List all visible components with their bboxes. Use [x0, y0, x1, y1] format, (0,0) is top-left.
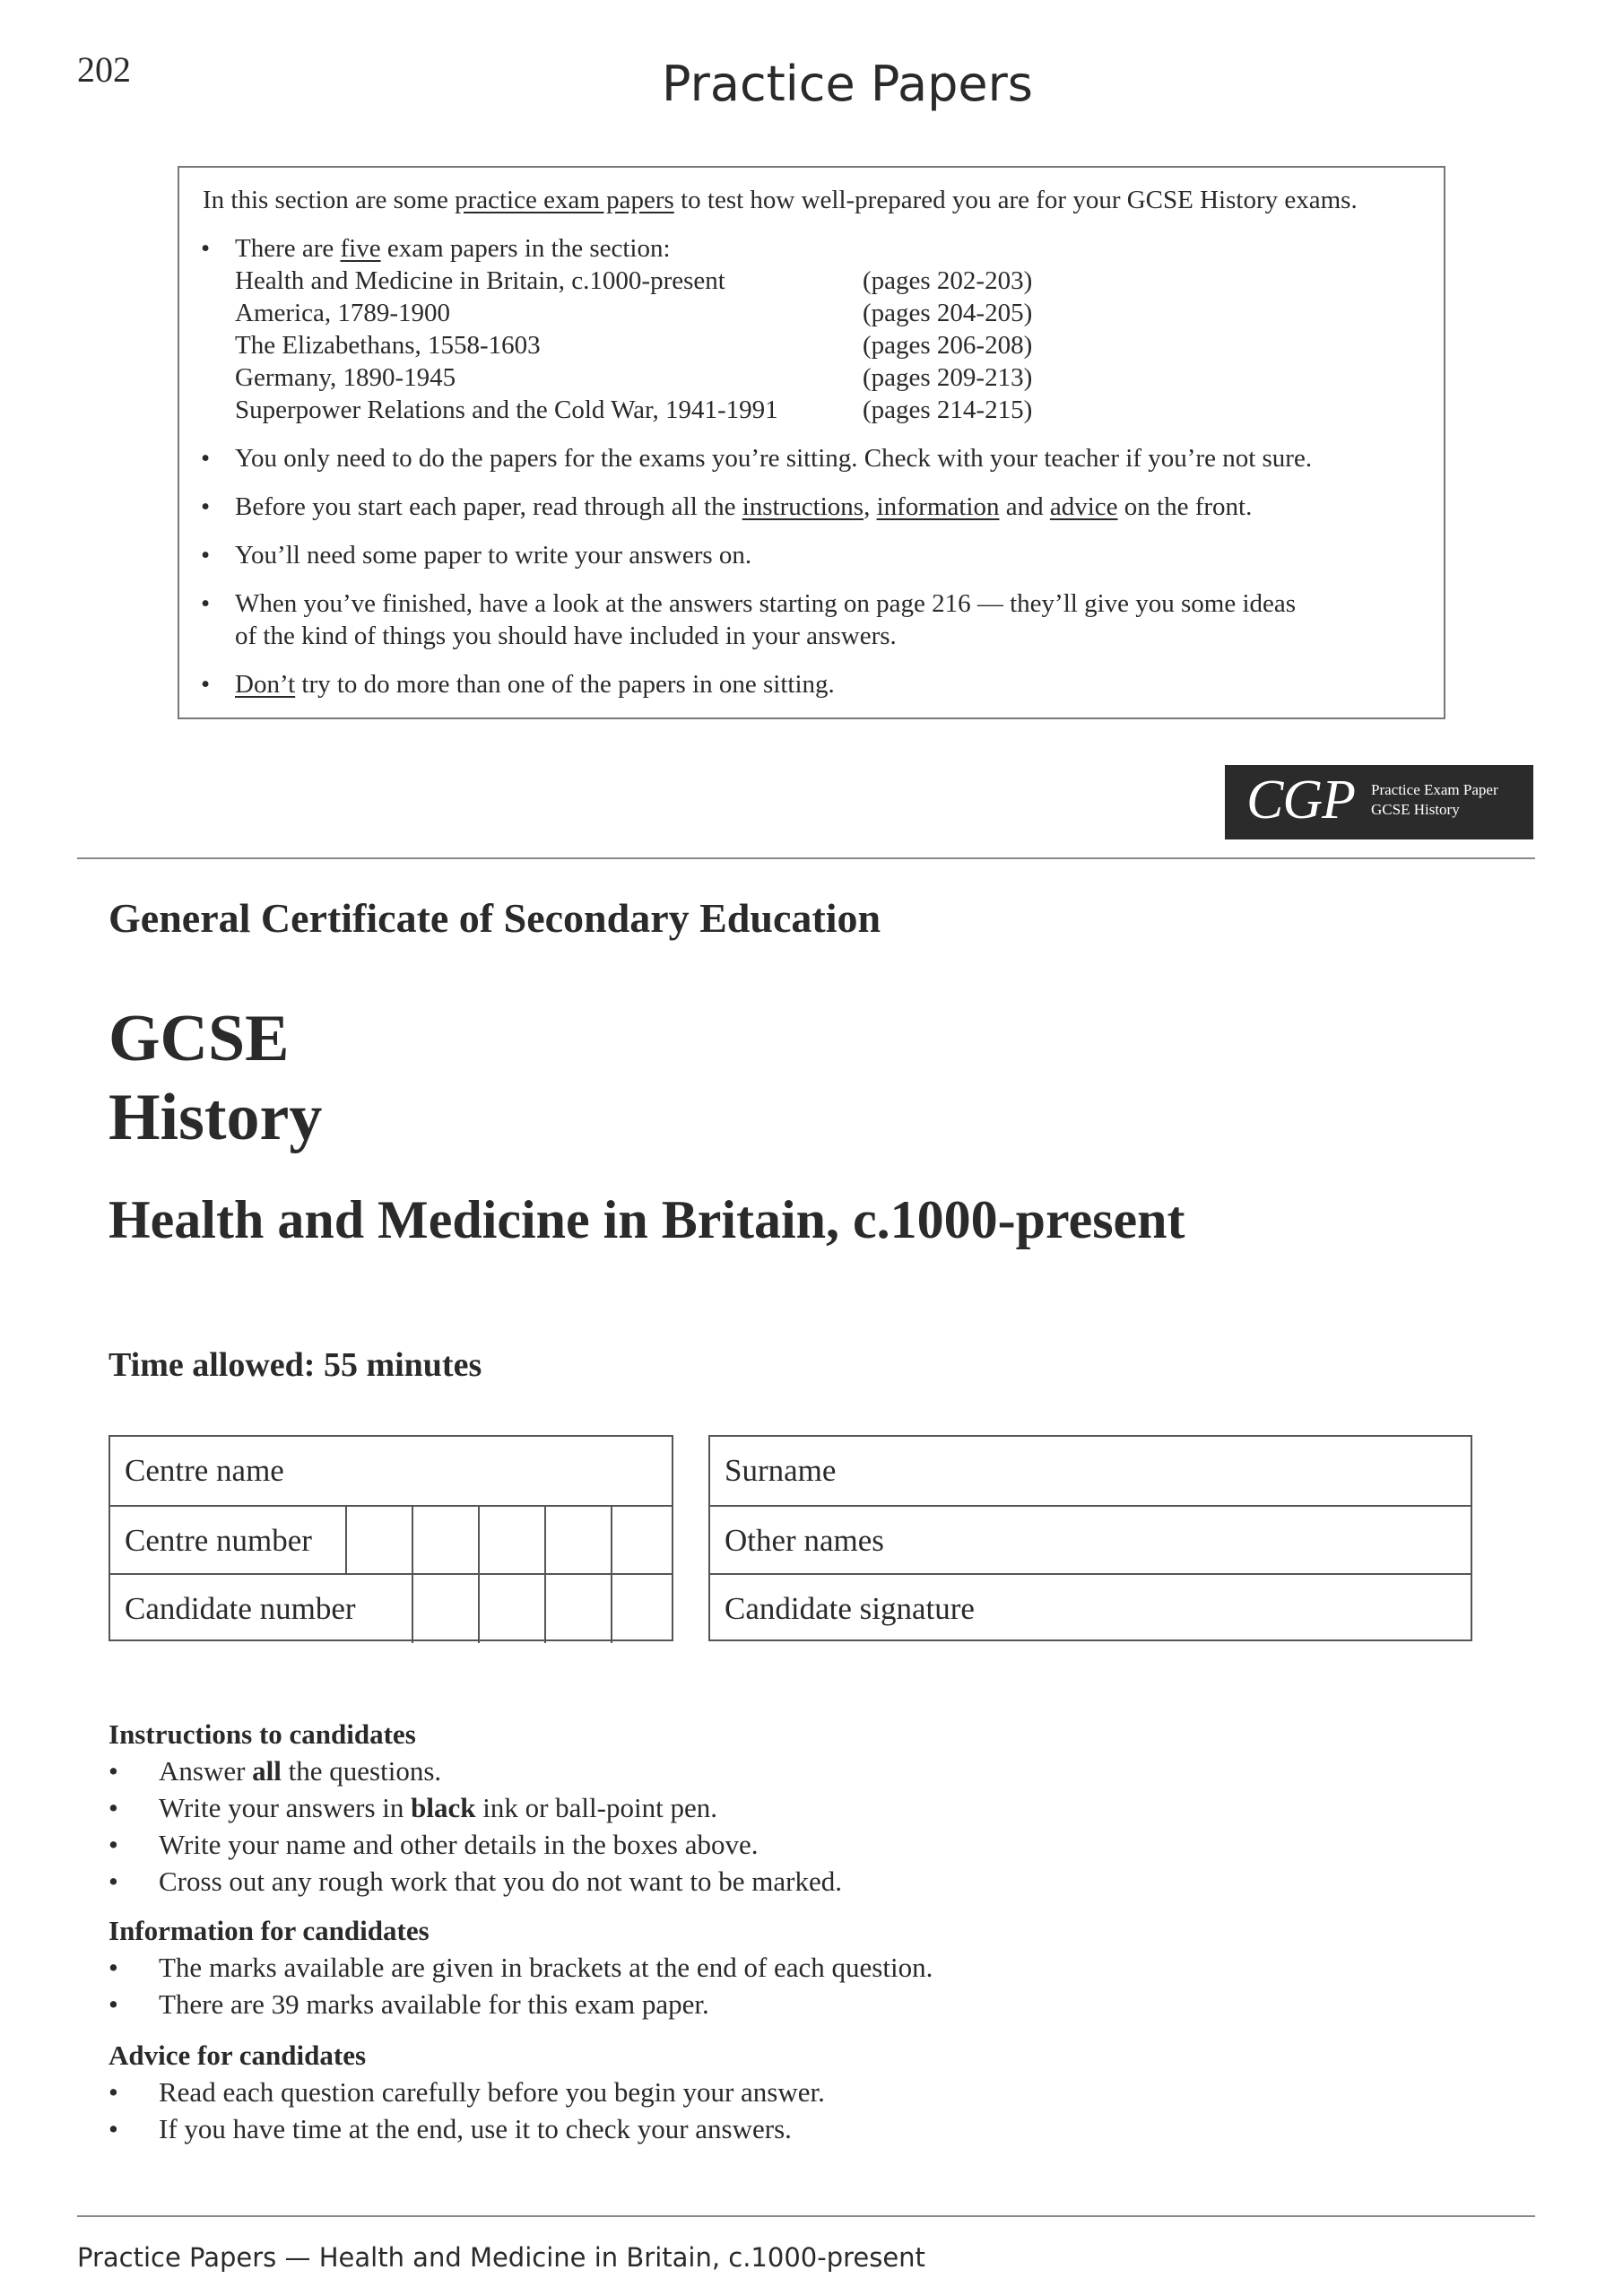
practice-exam-papers-text: practice exam papers [455, 186, 674, 214]
exams-sitting-text: You only need to do the papers for the exams you’re sitting. Check with your teacher if you’re not sure. [235, 444, 1313, 473]
cgp-logo: CGP [1246, 770, 1355, 831]
bullet-icon: • [108, 1792, 118, 1823]
separator-text: and [999, 492, 1050, 521]
signature-label: Candidate signature [725, 1591, 975, 1626]
badge-line-1: Practice Exam Paper [1371, 781, 1498, 798]
digit-box[interactable] [412, 1575, 413, 1643]
candidate-number-row [110, 1573, 672, 1643]
paper-pages: (pages 214-215) [863, 396, 1033, 424]
other-names-row[interactable] [710, 1505, 1471, 1575]
instruction-text: Write your answers in [159, 1792, 412, 1823]
information-word: information [876, 492, 1000, 521]
subject-title: History [108, 1081, 323, 1154]
signature-row[interactable] [710, 1573, 1471, 1643]
paper-name: Health and Medicine in Britain, c.1000-present [235, 266, 725, 295]
instruction-text: the questions. [281, 1755, 442, 1787]
information-heading: Information for candidates [108, 1915, 430, 1946]
centre-number-label: Centre number [125, 1523, 312, 1558]
intro-text-end: to test how well-prepared you are for your GCSE History exams. [673, 186, 1358, 214]
advice-heading: Advice for candidates [108, 2039, 367, 2071]
list-item-text: The marks available are given in brackets at the end of each question. [159, 1952, 933, 1983]
list-item-text [159, 1792, 717, 1824]
digit-box[interactable] [345, 1507, 347, 1575]
paper-needed-text: You’ll need some paper to write your answers on. [235, 541, 752, 570]
papers-count-number: five [340, 234, 381, 263]
paper-pages: (pages 204-205) [863, 299, 1033, 327]
read-instructions-text [235, 492, 1252, 522]
digit-box[interactable] [478, 1575, 480, 1643]
instruction-emphasis: black [411, 1792, 476, 1823]
intro-text-start: In this section are some [203, 186, 456, 214]
certificate-title: General Certificate of Secondary Education [108, 895, 881, 941]
one-sitting-text [235, 670, 835, 700]
digit-box[interactable] [478, 1507, 480, 1575]
list-item-text [159, 1755, 441, 1787]
bullet-icon: • [201, 492, 211, 521]
paper-name: Superpower Relations and the Cold War, 1941-1991 [235, 396, 778, 424]
separator-text: , [864, 492, 877, 521]
paper-name: The Elizabethans, 1558-1603 [235, 331, 541, 360]
bullet-icon: • [201, 589, 211, 618]
digit-box[interactable] [544, 1575, 546, 1643]
instructions-heading: Instructions to candidates [108, 1718, 416, 1750]
bullet-icon: • [108, 1755, 118, 1787]
papers-count-text [235, 234, 671, 264]
instructions-word: instructions [742, 492, 864, 521]
paper-title: Health and Medicine in Britain, c.1000-present [108, 1190, 1185, 1249]
instruction-text: ink or ball-point pen. [475, 1792, 717, 1823]
bullet-icon: • [108, 1866, 118, 1897]
candidate-details-box [708, 1435, 1472, 1641]
one-sitting-post: try to do more than one of the papers in one sitting. [295, 670, 835, 699]
read-instructions-pre: Before you start each paper, read through all the [235, 492, 742, 521]
badge-line-2: GCSE History [1371, 801, 1460, 818]
list-item-text: There are 39 marks available for this exam paper. [159, 1988, 709, 2020]
digit-box[interactable] [412, 1507, 413, 1575]
list-item-text: If you have time at the end, use it to check your answers. [159, 2113, 792, 2144]
centre-number-row [110, 1505, 672, 1575]
read-instructions-post: on the front. [1117, 492, 1253, 521]
intro-text [203, 186, 1358, 215]
paper-pages: (pages 209-213) [863, 363, 1033, 392]
list-item-text: Read each question carefully before you begin your answer. [159, 2076, 825, 2108]
centre-name-row[interactable] [110, 1437, 672, 1505]
other-names-label: Other names [725, 1523, 884, 1558]
papers-count-post: exam papers in the section: [380, 234, 671, 263]
paper-name: Germany, 1890-1945 [235, 363, 456, 392]
paper-name: America, 1789-1900 [235, 299, 450, 327]
list-item-text: Cross out any rough work that you do not want to be marked. [159, 1866, 842, 1897]
digit-box[interactable] [611, 1575, 612, 1643]
list-item-text: Write your name and other details in the boxes above. [159, 1829, 759, 1860]
intro-box [178, 166, 1445, 719]
bullet-icon: • [108, 1829, 118, 1860]
cgp-badge [1225, 765, 1533, 839]
instruction-emphasis: all [252, 1755, 282, 1787]
bullet-icon: • [201, 670, 211, 699]
divider [77, 2215, 1535, 2217]
badge-subtitle [1371, 780, 1498, 820]
page-footer: Practice Papers — Health and Medicine in Britain, c.1000-present [77, 2242, 925, 2273]
digit-box[interactable] [544, 1507, 546, 1575]
candidate-number-label: Candidate number [125, 1591, 356, 1626]
centre-details-box [108, 1435, 673, 1641]
page-number: 202 [77, 49, 131, 90]
qualification-title: GCSE [108, 1002, 290, 1075]
centre-name-label: Centre name [125, 1453, 284, 1488]
surname-label: Surname [725, 1453, 837, 1488]
time-allowed: Time allowed: 55 minutes [108, 1346, 482, 1384]
divider [77, 857, 1535, 859]
bullet-icon: • [201, 541, 211, 570]
paper-pages: (pages 206-208) [863, 331, 1033, 360]
paper-pages: (pages 202-203) [863, 266, 1033, 295]
bullet-icon: • [108, 2113, 118, 2144]
bullet-icon: • [201, 444, 211, 473]
page-header: Practice Papers [662, 56, 1033, 112]
surname-row[interactable] [710, 1437, 1471, 1505]
bullet-icon: • [108, 1988, 118, 2020]
dont-word: Don’t [235, 670, 296, 699]
papers-count-pre: There are [235, 234, 341, 263]
bullet-icon: • [201, 234, 211, 263]
digit-box[interactable] [611, 1507, 612, 1575]
advice-word: advice [1049, 492, 1118, 521]
bullet-icon: • [108, 1952, 118, 1983]
instruction-text: Answer [159, 1755, 253, 1787]
answers-info-line2: of the kind of things you should have included in your answers. [235, 622, 897, 650]
bullet-icon: • [108, 2076, 118, 2108]
answers-info-line1: When you’ve finished, have a look at the answers starting on page 216 — they’ll give you some ideas [235, 589, 1297, 618]
